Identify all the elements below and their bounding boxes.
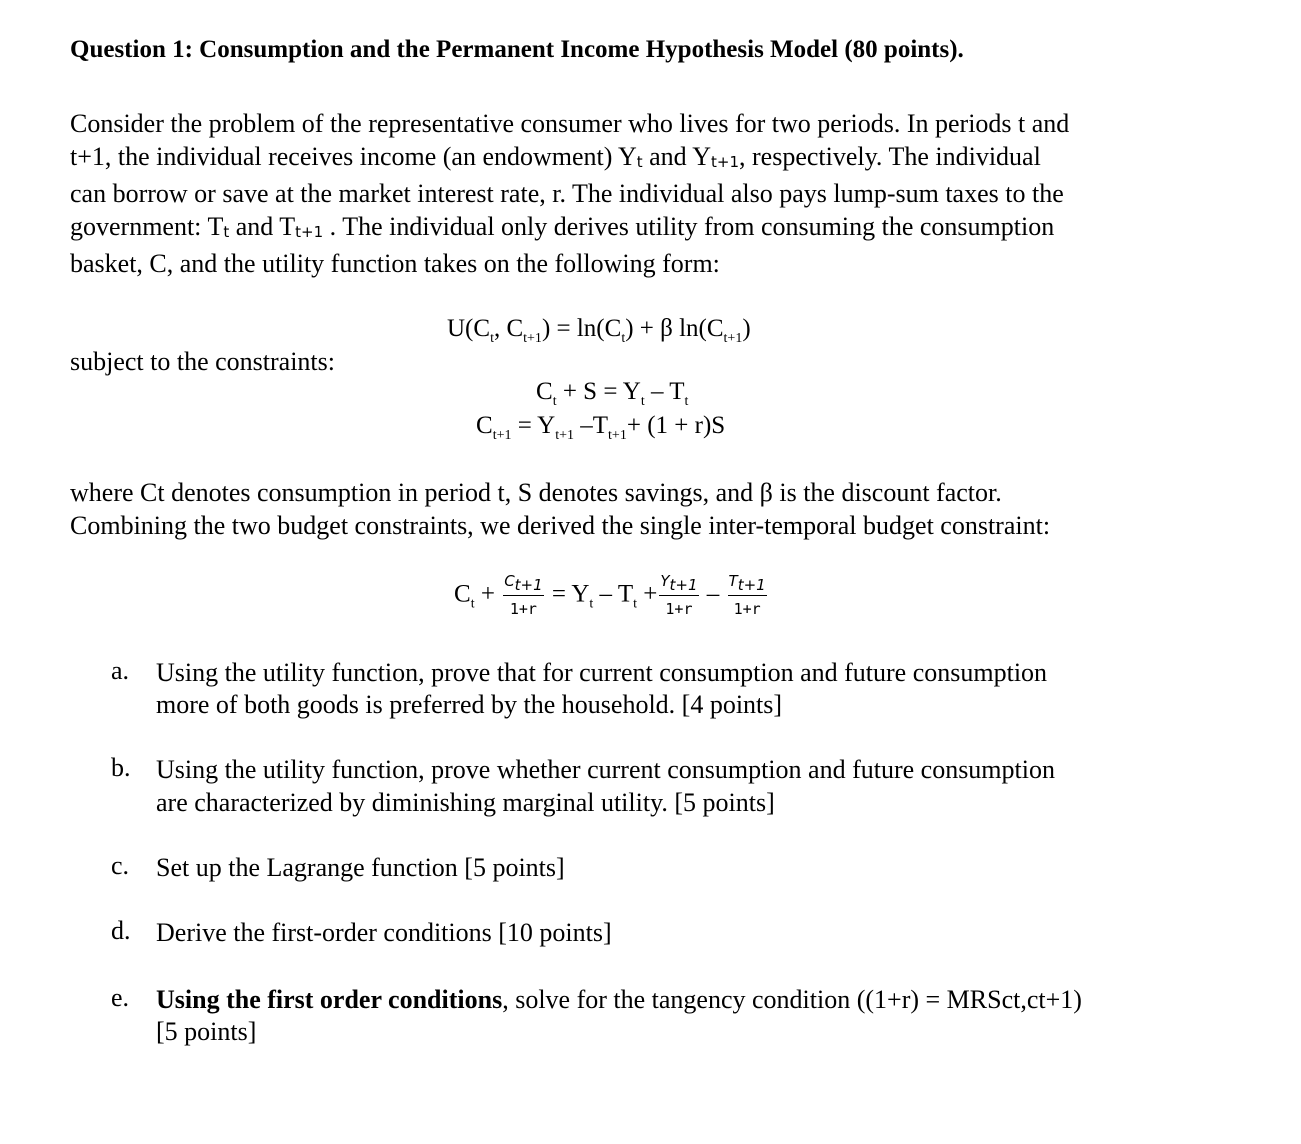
- intro-line-2: t+1, the individual receives income (an endowment) $Y_t$ and $Y_{t+1}$, respectively. The individual: [70, 142, 1041, 171]
- item-b-line-2: are characterized by diminishing marginal utility. [5 points]: [156, 788, 775, 817]
- intro-line-4: government: $T_t$ and $T_{t+1}$ . The individual only derives utility from consuming the consumption: [70, 212, 1055, 241]
- item-d-letter: d.: [111, 916, 131, 945]
- fraction-t-t1: $\frac{T_{t+1}}{1+r}$: [728, 572, 766, 618]
- item-e-letter: e.: [111, 983, 130, 1012]
- item-a-line-1: Using the utility function, prove that for current consumption and future consumption: [156, 658, 1048, 687]
- fraction-c-t1: $\frac{C_{t+1}}{1+r}$: [504, 572, 543, 618]
- item-a-letter: a.: [111, 656, 130, 685]
- item-b-line-1: Using the utility function, prove whether current consumption and future consumption: [156, 755, 1055, 784]
- fraction-y-t1: $\frac{Y_{t+1}}{1+r}$: [660, 572, 698, 618]
- intro-line-1: Consider the problem of the representative consumer who lives for two periods. In periods t and: [70, 109, 1070, 138]
- item-c-letter: c.: [111, 851, 130, 880]
- utility-function: $U(C_t$, $C_{t+1}) = \ln(C_t) + \beta$ $\ln(C_{t+1})$: [447, 315, 751, 346]
- constraints-label: subject to the constraints:: [70, 347, 336, 376]
- intro-line-3: can borrow or save at the market interest rate, r. The individual also pays lump-sum taxes to the: [70, 179, 1064, 208]
- intertemporal-budget-constraint: $C_t$ + $\frac{C_{t+1}}{1+r}$ = $Y_t - T_t$ + $\frac{Y_{t+1}}{1+r}$ – $\frac{T_{t+1}}{1+r}$: [454, 572, 766, 618]
- item-c-line-1: Set up the Lagrange function [5 points]: [156, 853, 565, 882]
- item-a-line-2: more of both goods is preferred by the household. [4 points]: [156, 690, 783, 719]
- where-line-2: Combining the two budget constraints, we derived the single inter-temporal budget constraint:: [70, 511, 1051, 540]
- item-e-bold-text: Using the first order conditions: [156, 985, 503, 1014]
- item-e-line-2: [5 points]: [156, 1017, 257, 1046]
- item-d-line-1: Derive the first-order conditions [10 points]: [156, 918, 612, 947]
- constraint-2: $C_{t+1} = Y_{t+1}$ $-T_{t+1}+ (1 + r)S$: [476, 412, 726, 443]
- constraint-1: $C_t + S = Y_t - T_t$: [536, 378, 689, 409]
- intro-line-5: basket, C, and the utility function takes on the following form:: [70, 249, 720, 278]
- item-e-line-1: Using the first order conditions, solve for the tangency condition ((1+r) = MRSct,ct+1): [156, 985, 1082, 1014]
- question-title: Question 1: Consumption and the Permanent Income Hypothesis Model (80 points).: [70, 36, 964, 63]
- where-line-1: where Ct denotes consumption in period t, S denotes savings, and β is the discount factor.: [70, 478, 1002, 507]
- item-b-letter: b.: [111, 753, 131, 782]
